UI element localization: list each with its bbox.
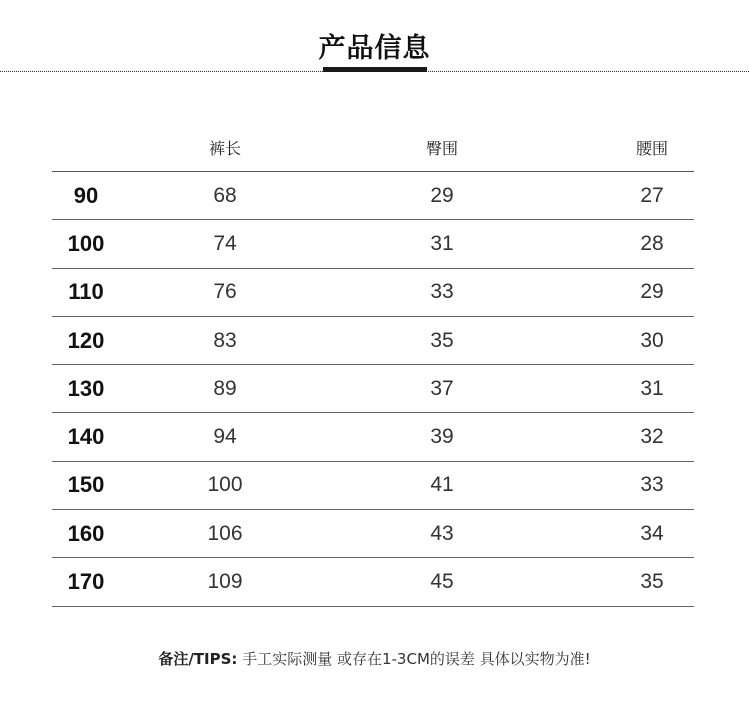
header-waist: 腰围 [635, 139, 669, 158]
header-hip: 臀围 [425, 139, 459, 158]
waist-cell: 35 [640, 570, 664, 594]
size-cell: 160 [67, 520, 105, 546]
size-cell: 170 [67, 569, 105, 595]
table-header [52, 120, 694, 172]
hip-cell: 29 [430, 183, 454, 207]
size-cell: 110 [68, 279, 104, 305]
length-cell: 68 [213, 183, 237, 207]
table-row [52, 413, 694, 461]
page-title: 产品信息 [318, 33, 431, 64]
length-cell: 100 [207, 473, 243, 497]
size-cell: 120 [67, 327, 105, 353]
waist-cell: 32 [640, 425, 664, 449]
table-body [52, 172, 694, 607]
size-table [52, 120, 694, 607]
table-row [52, 220, 694, 268]
hip-cell: 37 [430, 376, 454, 400]
table-row [52, 317, 694, 365]
length-cell: 106 [207, 521, 243, 545]
hip-cell: 33 [430, 280, 454, 304]
waist-cell: 34 [640, 521, 664, 545]
table-row [52, 462, 694, 510]
title-underline [323, 67, 427, 72]
length-cell: 89 [213, 376, 237, 400]
hip-cell: 45 [430, 570, 454, 594]
size-cell: 100 [67, 230, 105, 256]
tips-label: 备注/TIPS: [158, 650, 238, 668]
title-section [0, 0, 749, 80]
size-cell: 90 [73, 182, 99, 208]
hip-cell: 43 [430, 521, 454, 545]
size-cell: 140 [67, 424, 105, 450]
tips-note [0, 648, 749, 669]
length-cell: 83 [213, 328, 237, 352]
size-cell: 150 [67, 472, 105, 498]
table-row [52, 269, 694, 317]
length-cell: 109 [207, 570, 243, 594]
tips-text: 手工实际测量 或存在1-3CM的误差 具体以实物为准! [242, 650, 591, 668]
header-length: 裤长 [208, 139, 242, 158]
length-cell: 94 [213, 425, 237, 449]
hip-cell: 41 [430, 473, 454, 497]
waist-cell: 31 [640, 376, 664, 400]
table-row [52, 172, 694, 220]
hip-cell: 39 [430, 425, 454, 449]
waist-cell: 29 [640, 280, 664, 304]
waist-cell: 33 [640, 473, 664, 497]
table-row [52, 510, 694, 558]
length-cell: 74 [213, 231, 237, 255]
waist-cell: 30 [640, 328, 664, 352]
table-row [52, 365, 694, 413]
waist-cell: 27 [640, 183, 664, 207]
waist-cell: 28 [640, 231, 664, 255]
size-cell: 130 [67, 375, 105, 401]
length-cell: 76 [213, 280, 237, 304]
hip-cell: 31 [430, 231, 454, 255]
hip-cell: 35 [430, 328, 454, 352]
table-row [52, 558, 694, 606]
